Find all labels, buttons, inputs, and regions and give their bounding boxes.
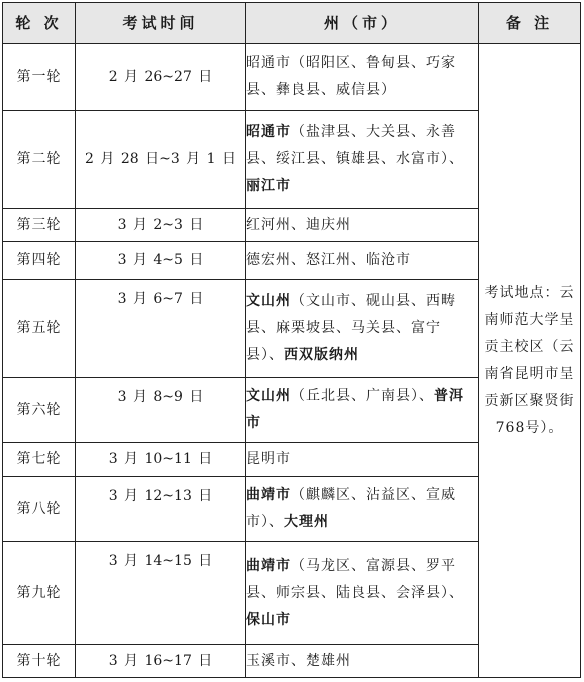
header-time: 考试时间 [76,3,246,44]
region-name-bold: 曲靖市 [246,557,291,574]
round-cell: 第九轮 [3,542,76,645]
region-name-bold: 曲靖市 [246,487,291,503]
header-round: 轮 次 [3,3,76,44]
time-cell: 3 月 12~13 日 [76,477,246,542]
round-cell: 第六轮 [3,378,76,443]
header-row [3,3,581,44]
region-cell [246,242,479,280]
region-text: （麒麟区、沾益区、宣威市）、 [246,487,456,530]
region-cell [246,443,479,477]
region-text: （丘北县、广南县）、 [291,388,434,404]
region-text: （文山市、砚山县、西畴县、麻栗坡县、马关县、富宁县）、 [246,293,456,363]
region-name-bold: 保山市 [246,611,291,628]
region-text: 红河州、迪庆州 [246,216,351,233]
note-cell: 考试地点：云南师范大学呈贡主校区（云南省昆明市呈贡新区聚贤街768号）。 [479,44,581,678]
region-text: 昭通市（昭阳区、鲁甸县、巧家县、彝良县、威信县） [246,55,456,98]
region-name-bold: 大理州 [284,514,329,530]
time-cell: 3 月 16~17 日 [76,645,246,678]
region-cell [246,280,479,378]
region-cell [246,645,479,678]
round-cell: 第十轮 [3,645,76,678]
round-cell: 第一轮 [3,44,76,111]
round-cell: 第二轮 [3,111,76,209]
header-note: 备 注 [479,3,581,44]
region-name-bold: 昭通市 [246,124,291,140]
region-name-bold: 西双版纳州 [284,347,359,363]
region-cell [246,542,479,645]
time-cell: 3 月 8~9 日 [76,378,246,443]
region-name-bold: 普洱市 [246,388,464,431]
round-cell: 第七轮 [3,443,76,477]
round-cell: 第五轮 [3,280,76,378]
region-name-bold: 文山州 [246,388,291,404]
region-text: （盐津县、大关县、永善县、绥江县、镇雄县、水富市）、 [246,124,464,167]
round-cell: 第四轮 [3,242,76,280]
round-cell: 第三轮 [3,209,76,242]
header-region: 州（市） [246,3,479,44]
region-text: 昆明市 [246,451,291,467]
round-cell: 第八轮 [3,477,76,542]
time-cell: 2 月 26~27 日 [76,44,246,111]
time-cell: 3 月 14~15 日 [76,542,246,645]
time-cell: 3 月 10~11 日 [76,443,246,477]
exam-schedule-table [2,2,581,678]
region-text: 德宏州、怒江州、临沧市 [246,252,411,268]
time-cell: 2 月 28 日~3 月 1 日 [76,111,246,209]
region-text: 玉溪市、楚雄州 [246,652,351,669]
time-cell: 3 月 6~7 日 [76,280,246,378]
region-cell [246,111,479,209]
table-row [3,44,581,111]
region-name-bold: 文山州 [246,293,291,309]
region-cell [246,378,479,443]
region-cell [246,209,479,242]
time-cell: 3 月 4~5 日 [76,242,246,280]
region-text: （马龙区、富源县、罗平县、师宗县、陆良县、会泽县）、 [246,557,464,601]
time-cell: 3 月 2~3 日 [76,209,246,242]
region-cell [246,44,479,111]
region-cell [246,477,479,542]
region-name-bold: 丽江市 [246,178,291,194]
